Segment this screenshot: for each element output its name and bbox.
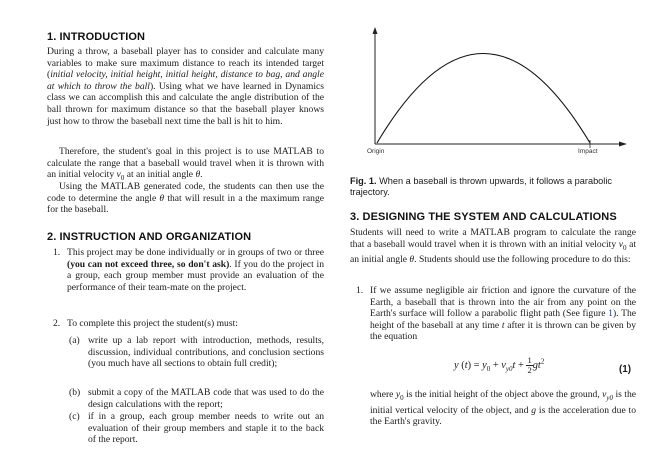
instruction-item-1: This project may be done individually or in groups of two or three (you can not exceed three, so don't ask). If you do the project in a group, each group member must provide an evaluation of the performance of their team-mate on the project.	[67, 247, 325, 293]
figure-reference-link[interactable]: 1	[608, 308, 613, 320]
instruction-item-1-number: 1.	[53, 247, 61, 258]
design-paragraph-1: Students will need to write a MATLAB program to calculate the range that a baseball would travel when it is thrown with an initial velocity $v_0$ at an initial angle θ. Students should use the following procedure to do this:	[350, 227, 637, 266]
sub-item-b: submit a copy of the MATLAB code that was used to do the design calculations with the report;	[88, 387, 324, 410]
sub-item-a-label: (a)	[69, 335, 80, 346]
intro-paragraph-3: Using the MATLAB generated code, the students can then use the code to determine the angle θ that will result in a the maximum range for the baseball.	[47, 181, 324, 216]
figure-caption: Fig. 1. When a baseball is thrown upwards, it follows a parabolic trajectory.	[350, 176, 612, 198]
y-axis-arrow-icon	[373, 27, 378, 34]
instruction-item-2: To complete this project the student(s) must:	[67, 318, 238, 329]
design-item-1-number: 1.	[356, 285, 364, 296]
trajectory-figure	[365, 22, 635, 156]
sub-item-c-label: (c)	[69, 411, 80, 422]
impact-label: Impact	[578, 148, 598, 155]
design-heading: 3. DESIGNING THE SYSTEM AND CALCULATIONS	[350, 211, 617, 223]
design-item-1: If we assume negligible air friction and ignore the curvature of the Earth, a baseball that is thrown into the air from any point on the Earth's surface will follow a parabolic flight path (See figure 1). The height of the baseball at any time t after it is thrown can be given by the equation	[370, 285, 637, 343]
equation-number: (1)	[619, 364, 631, 375]
instruction-item-2-number: 2.	[53, 318, 61, 329]
origin-label: Origin	[367, 148, 385, 155]
instruction-heading: 2. INSTRUCTION AND ORGANIZATION	[47, 231, 252, 243]
equation-description: where $y_0$ is the initial height of the object above the ground, $v_{y0}$ is the initial vertical velocity of the object, and g is the acceleration due to the Earth's gravity.	[370, 389, 636, 428]
intro-paragraph-1: During a throw, a baseball player has to consider and calculate many variables to make sure maximum distance to reach its intended target (initial velocity, initial height, initial height, distance to bag, and angle at which to throw the ball). Using what we have learned in Dynamics class we can accomplish this and calculate the angle distribution of the ball thrown for maximum distance so that the baseball player knows just how to throw the baseball next time the ball is hit to him.	[47, 46, 324, 127]
intro-heading: 1. INTRODUCTION	[47, 31, 146, 43]
sub-item-c: if in a group, each group member needs to write out an evaluation of their group members and staple it to the back of the report.	[88, 411, 324, 446]
sub-item-a: write up a lab report with introduction, methods, results, discussion, individual contributions, and conclusion sections (you much have all sections to obtain full credit);	[88, 335, 324, 370]
x-axis-arrow-icon	[619, 142, 627, 147]
sub-item-b-label: (b)	[69, 387, 81, 398]
intro-paragraph-2: Therefore, the student's goal in this project is to use MATLAB to calculate the range that a baseball would travel when it is thrown with an initial velocity $v_0$ at an initial angle θ.	[47, 146, 324, 183]
trajectory-curve	[377, 54, 590, 144]
height-equation: y $(t) = y_0 + v_{y0}t$ + $\frac{1}{2}$ $gt^2$	[454, 355, 545, 375]
